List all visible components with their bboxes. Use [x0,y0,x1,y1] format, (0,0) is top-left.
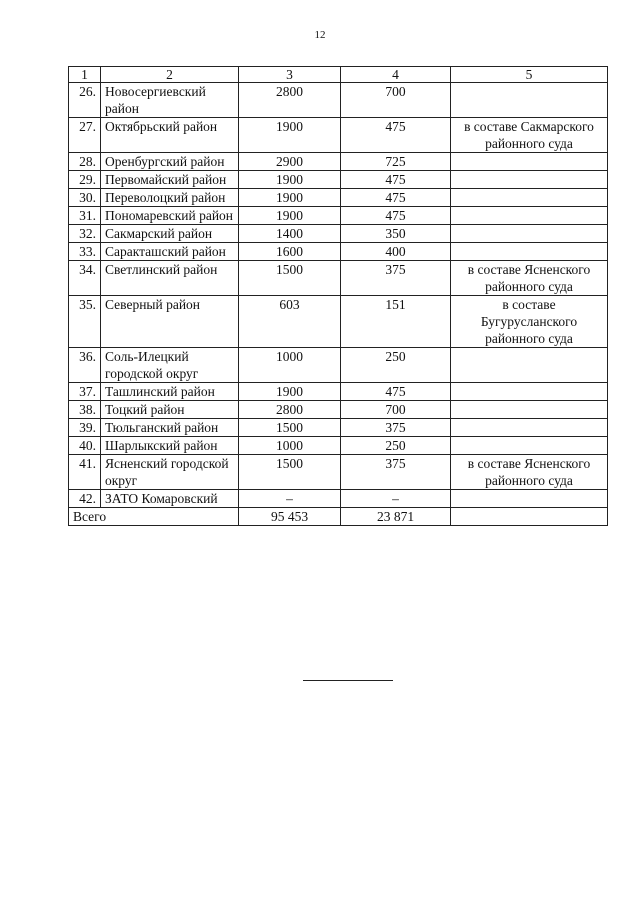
note-cell [451,171,608,189]
note-cell [451,490,608,508]
note-cell [451,83,608,118]
row-number: 36. [69,348,101,383]
note-cell [451,401,608,419]
district-name: Переволоцкий район [101,189,239,207]
value-col-3: 1600 [239,243,341,261]
table-row [69,490,608,508]
table-row [69,261,608,296]
note-cell [451,437,608,455]
note-cell [451,189,608,207]
table-header-row [69,67,608,83]
row-number: 38. [69,401,101,419]
table-row [69,401,608,419]
value-col-3: 1900 [239,118,341,153]
header-cell-3: 3 [239,67,341,83]
total-label: Всего [69,508,239,526]
table-row [69,118,608,153]
value-col-4: 151 [341,296,451,348]
value-col-3: – [239,490,341,508]
district-name: Ясненский городской округ [101,455,239,490]
value-col-3: 1400 [239,225,341,243]
note-cell: в составе Ясненского районного суда [451,455,608,490]
table-row [69,153,608,171]
row-number: 39. [69,419,101,437]
value-col-4: 475 [341,189,451,207]
district-name: Тоцкий район [101,401,239,419]
value-col-4: 725 [341,153,451,171]
row-number: 42. [69,490,101,508]
value-col-4: 700 [341,401,451,419]
header-cell-4: 4 [341,67,451,83]
district-name: Шарлыкский район [101,437,239,455]
value-col-3: 1900 [239,207,341,225]
district-name: Соль-Илецкий городской округ [101,348,239,383]
district-name: Тюльганский район [101,419,239,437]
value-col-3: 1900 [239,383,341,401]
district-name: Светлинский район [101,261,239,296]
row-number: 26. [69,83,101,118]
note-cell [451,419,608,437]
note-cell [451,243,608,261]
note-cell [451,207,608,225]
row-number: 32. [69,225,101,243]
row-number: 34. [69,261,101,296]
total-row [69,508,608,526]
value-col-4: 475 [341,207,451,225]
district-name: ЗАТО Комаровский [101,490,239,508]
table-row [69,83,608,118]
note-cell [451,153,608,171]
row-number: 33. [69,243,101,261]
value-col-4: 250 [341,437,451,455]
total-col-4: 23 871 [341,508,451,526]
row-number: 29. [69,171,101,189]
value-col-4: 475 [341,118,451,153]
district-name: Новосергиевский район [101,83,239,118]
header-cell-1: 1 [69,67,101,83]
value-col-3: 1900 [239,171,341,189]
note-cell: в составе Бугурусланского районного суда [451,296,608,348]
district-name: Оренбургский район [101,153,239,171]
district-name: Октябрьский район [101,118,239,153]
value-col-4: 375 [341,261,451,296]
value-col-3: 1500 [239,455,341,490]
table-row [69,296,608,348]
district-name: Ташлинский район [101,383,239,401]
table-row [69,348,608,383]
value-col-4: 375 [341,455,451,490]
closing-rule [303,680,393,681]
table-row [69,207,608,225]
district-table [68,66,608,526]
value-col-3: 1500 [239,419,341,437]
table-row [69,171,608,189]
row-number: 37. [69,383,101,401]
value-col-3: 1000 [239,437,341,455]
value-col-3: 1500 [239,261,341,296]
value-col-4: 475 [341,171,451,189]
header-cell-5: 5 [451,67,608,83]
table-row [69,225,608,243]
district-name: Сакмарский район [101,225,239,243]
row-number: 30. [69,189,101,207]
table-row [69,437,608,455]
total-col-3: 95 453 [239,508,341,526]
page-number: 12 [314,29,326,41]
row-number: 31. [69,207,101,225]
value-col-3: 2900 [239,153,341,171]
value-col-3: 1900 [239,189,341,207]
value-col-3: 603 [239,296,341,348]
row-number: 28. [69,153,101,171]
district-name: Первомайский район [101,171,239,189]
value-col-4: 375 [341,419,451,437]
note-cell: в составе Сакмарского районного суда [451,118,608,153]
total-note [451,508,608,526]
note-cell: в составе Ясненского районного суда [451,261,608,296]
row-number: 27. [69,118,101,153]
district-name: Саракташский район [101,243,239,261]
value-col-4: 350 [341,225,451,243]
value-col-4: 475 [341,383,451,401]
district-name: Северный район [101,296,239,348]
header-cell-2: 2 [101,67,239,83]
value-col-4: 400 [341,243,451,261]
row-number: 35. [69,296,101,348]
value-col-3: 1000 [239,348,341,383]
note-cell [451,383,608,401]
table-row [69,189,608,207]
value-col-3: 2800 [239,401,341,419]
value-col-4: 700 [341,83,451,118]
value-col-4: – [341,490,451,508]
table-row [69,455,608,490]
value-col-4: 250 [341,348,451,383]
note-cell [451,348,608,383]
row-number: 40. [69,437,101,455]
row-number: 41. [69,455,101,490]
table-row [69,419,608,437]
table-row [69,243,608,261]
note-cell [451,225,608,243]
district-name: Пономаревский район [101,207,239,225]
value-col-3: 2800 [239,83,341,118]
table-row [69,383,608,401]
